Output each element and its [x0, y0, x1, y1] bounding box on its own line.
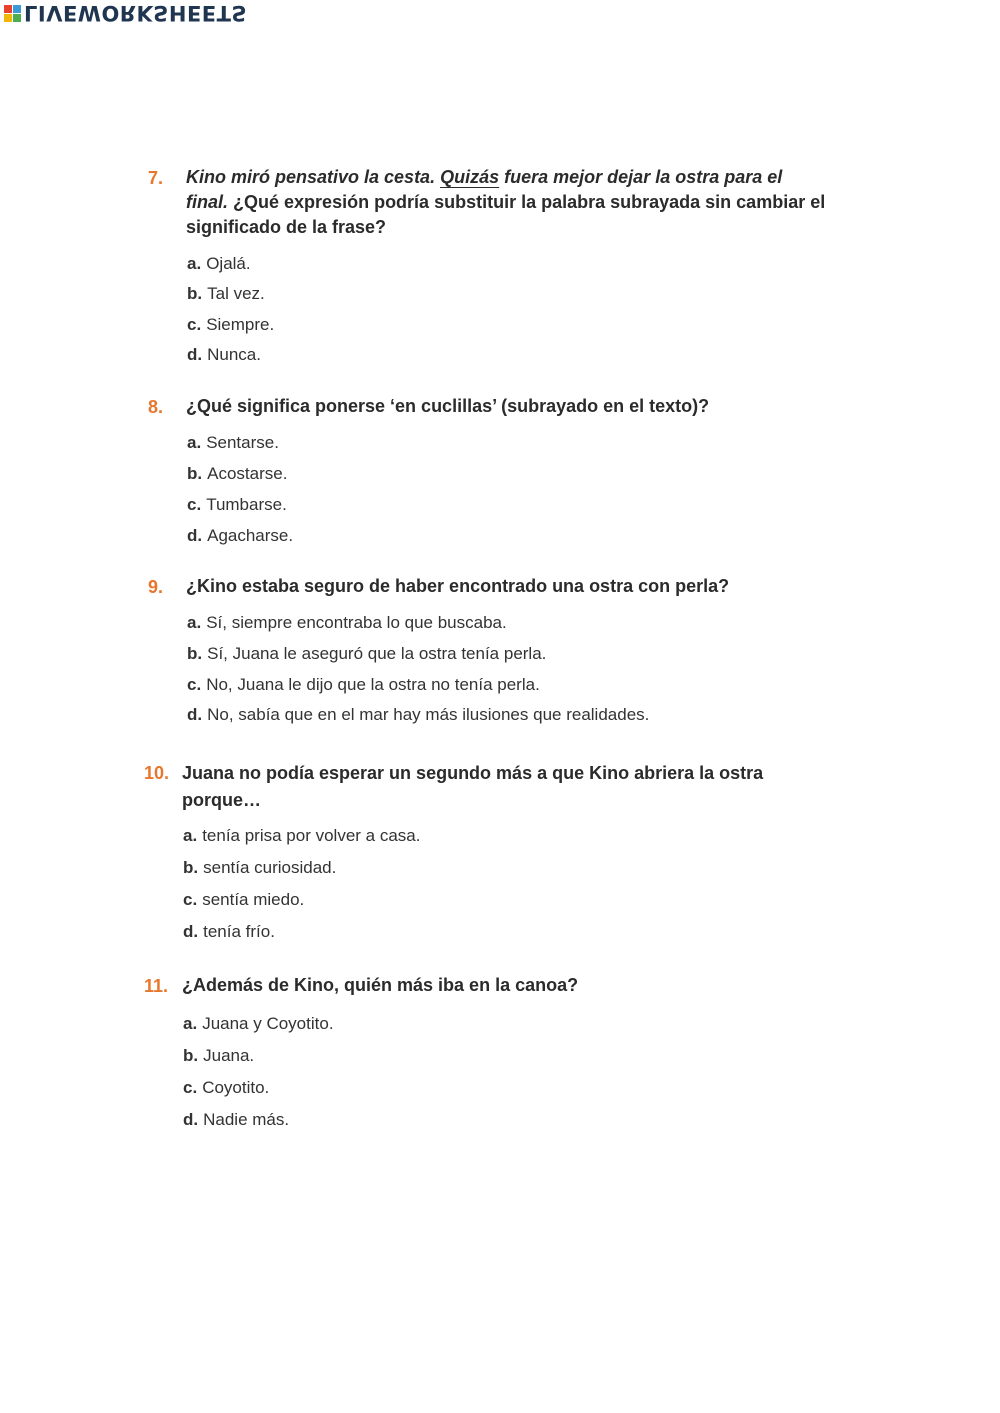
option-d[interactable]: d. Agacharse.: [187, 526, 294, 545]
option-b[interactable]: b. Acostarse.: [187, 464, 288, 483]
option-c[interactable]: c. sentía miedo.: [183, 890, 305, 909]
question-number: 7.: [148, 168, 164, 188]
question-number: 11.: [144, 976, 169, 996]
underlined-word: Quizás: [440, 167, 500, 187]
option-a[interactable]: a. Ojalá.: [187, 254, 251, 273]
option-d[interactable]: d. Nunca.: [187, 345, 261, 364]
question-number: 10.: [144, 763, 170, 783]
option-b[interactable]: b. sentía curiosidad.: [183, 858, 337, 877]
question-text: Juana no podía esperar un segundo más a que Kino abriera la ostra porque…: [182, 763, 764, 810]
question-number: 9.: [148, 577, 164, 597]
logo: [4, 2, 247, 24]
option-d[interactable]: d. No, sabía que en el mar hay más ilusiones que realidades.: [187, 705, 650, 724]
option-a[interactable]: a. Juana y Coyotito.: [183, 1014, 334, 1033]
logo-squares-icon: [4, 5, 21, 22]
option-c[interactable]: c. Siempre.: [187, 315, 275, 334]
option-b[interactable]: b. Juana.: [183, 1046, 255, 1065]
option-a[interactable]: a. Sí, siempre encontraba lo que buscaba.: [187, 613, 507, 632]
option-b[interactable]: b. Tal vez.: [187, 284, 265, 303]
logo-text: LIVEWORKSHEETS: [24, 1, 248, 25]
option-b[interactable]: b. Sí, Juana le aseguró que la ostra tenía perla.: [187, 644, 547, 663]
question-number: 8.: [148, 397, 164, 417]
option-c[interactable]: c. Coyotito.: [183, 1078, 270, 1097]
question-text: ¿Kino estaba seguro de haber encontrado una ostra con perla?: [186, 576, 730, 596]
option-d[interactable]: d. tenía frío.: [183, 922, 275, 941]
question-text: ¿Además de Kino, quién más iba en la canoa?: [182, 975, 579, 995]
question-text: Kino miró pensativo la cesta. Quizás fuera mejor dejar la ostra para el final. ¿Qué expresión podría substituir la palabra subrayada sin cambiar el significado de la frase?: [186, 167, 826, 237]
option-a[interactable]: a. Sentarse.: [187, 433, 279, 452]
option-c[interactable]: c. No, Juana le dijo que la ostra no tenía perla.: [187, 675, 540, 694]
option-a[interactable]: a. tenía prisa por volver a casa.: [183, 826, 421, 845]
question-text: ¿Qué significa ponerse ‘en cuclillas’ (subrayado en el texto)?: [186, 396, 710, 416]
option-c[interactable]: c. Tumbarse.: [187, 495, 287, 514]
option-d[interactable]: d. Nadie más.: [183, 1110, 290, 1129]
